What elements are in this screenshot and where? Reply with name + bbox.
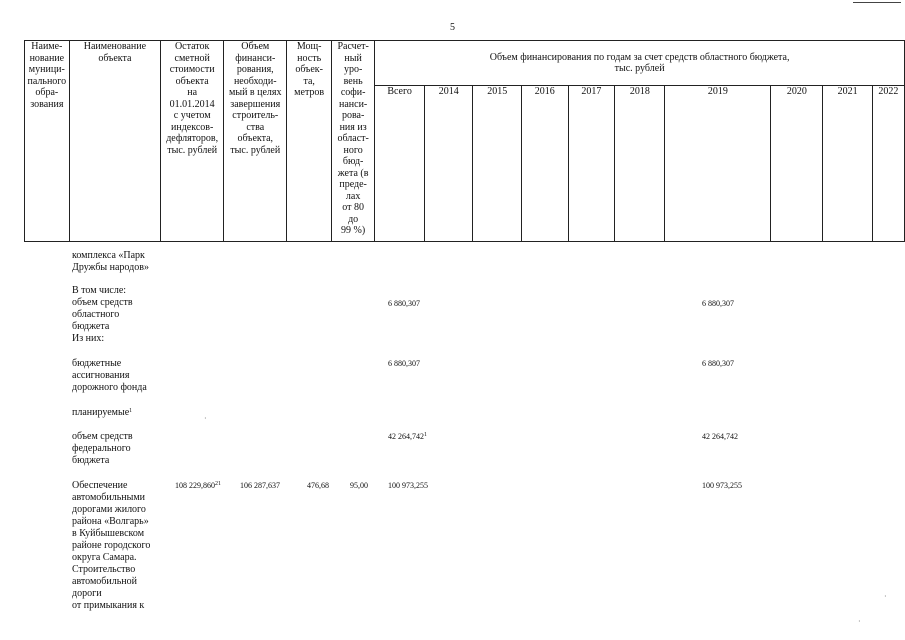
top-right-rule (853, 2, 901, 3)
text-line: Наиме- (31, 41, 63, 52)
text-line: муници- (28, 64, 65, 75)
text-line: рова- (341, 110, 365, 121)
text-line: 99 %) (341, 225, 366, 236)
text-line: В том числе: (72, 285, 127, 296)
text-line: стоимости (169, 64, 215, 75)
header-capacity (287, 41, 332, 242)
text-line: дорогами жилого (72, 504, 146, 515)
regional-budget-2019: 6 880,307 (702, 299, 734, 308)
text-line: дороги (72, 588, 102, 599)
text-line: Строительство (72, 564, 136, 575)
text-line: бюд- (342, 156, 364, 167)
text-line: рования, (236, 64, 274, 75)
stray-mark: · (858, 617, 861, 626)
text-line: зования (30, 98, 64, 110)
next-object-cofinancing-level: 95,00 (350, 481, 368, 490)
text-line: ства (246, 121, 265, 133)
federal-budget-total (388, 431, 427, 443)
text-line: тыс. рублей (230, 144, 281, 156)
text-line: Обеспечение (72, 480, 128, 491)
stray-mark: · (204, 414, 207, 423)
text-line: софи- (340, 87, 366, 98)
header-year-2022: 2022 (872, 86, 904, 242)
federal-budget-footnote: 1 (424, 432, 427, 438)
text-line: тыс. рублей (614, 63, 665, 74)
text-line: объекта (98, 52, 132, 64)
text-line: ный (344, 52, 362, 64)
header-year-2016: 2016 (521, 86, 568, 242)
text-line: бюджета (72, 455, 110, 466)
text-line: сметной (174, 52, 210, 64)
road-fund-total: 6 880,307 (388, 359, 420, 368)
next-object-total: 100 973,255 (388, 481, 428, 490)
planned-footnote: 1 (129, 408, 133, 414)
text-line: комплекса «Парк (72, 250, 145, 261)
text-line: дефляторов, (166, 133, 219, 144)
text-line: пального (27, 75, 67, 87)
text-line: с учетом (173, 110, 211, 121)
object-name-continuation (72, 250, 149, 274)
next-object-remaining-footnote: 21 (215, 481, 221, 487)
text-line: вень (343, 75, 363, 87)
text-line: автомобильными (72, 492, 146, 503)
text-line: метров (294, 87, 325, 98)
text-line: необходи- (233, 75, 277, 87)
text-line: от примыкания к (72, 600, 145, 611)
text-line: до (348, 213, 359, 225)
text-line: Дружбы народов» (72, 262, 149, 273)
text-line: федерального (72, 443, 131, 454)
text-line: тыс. рублей (167, 144, 218, 156)
text-line: Из них: (72, 333, 105, 344)
header-year-2015: 2015 (473, 86, 521, 242)
text-line: завершения (230, 98, 281, 110)
text-line: уро- (343, 64, 363, 75)
federal-budget-total-value: 42 264,742 (388, 432, 424, 441)
text-line: ность (297, 52, 322, 64)
header-year-2021: 2021 (823, 86, 872, 242)
next-object-remaining-value: 108 229,860 (175, 481, 215, 490)
header-municipality (25, 41, 70, 242)
header-year-2018: 2018 (615, 86, 665, 242)
regional-budget-total: 6 880,307 (388, 299, 420, 308)
text-line: 01.01.2014 (169, 98, 215, 110)
planned-label (72, 407, 132, 419)
text-line: Остаток (174, 41, 210, 52)
federal-budget-2019: 42 264,742 (702, 432, 738, 441)
text-line: бюджетные (72, 358, 122, 369)
header-object-name (69, 41, 160, 242)
header-year-2020: 2020 (771, 86, 823, 242)
text-line: Мощ- (296, 41, 322, 52)
text-line: дорожного фонда (72, 382, 147, 393)
text-line: Расчет- (337, 41, 369, 52)
text-line: бюджета (72, 321, 110, 332)
header-year-2014: 2014 (424, 86, 472, 242)
header-remaining-cost (161, 41, 224, 242)
header-cofinancing-level (332, 41, 375, 242)
road-fund-2019: 6 880,307 (702, 359, 734, 368)
header-year-2019: 2019 (665, 86, 771, 242)
text-line: та, (303, 75, 315, 87)
text-line: обра- (35, 87, 59, 98)
text-line: Объем (241, 41, 270, 52)
next-object-financing-volume: 106 287,637 (240, 481, 280, 490)
text-line: объем средств (72, 431, 133, 442)
road-fund-label (72, 358, 147, 394)
text-line: объекта, (237, 133, 274, 144)
header-financing-volume (224, 41, 287, 242)
text-line: автомобильной (72, 576, 137, 587)
text-line: в Куйбышевском (72, 528, 145, 539)
text-line: лах (345, 190, 361, 202)
text-line: ного (343, 144, 363, 156)
stray-mark: · (884, 592, 887, 601)
text-line: преде- (339, 179, 367, 190)
text-line: районе городского (72, 540, 151, 551)
page-number: 5 (450, 22, 455, 33)
text-line: областного (72, 309, 120, 320)
header-year-2017: 2017 (568, 86, 615, 242)
text-line: Наименование (83, 41, 147, 52)
text-line: Объем финансирования по годам за счет средств областного бюджета, (489, 51, 790, 63)
federal-budget-label (72, 431, 133, 467)
text-line: строитель- (232, 110, 279, 121)
text-line: нанси- (339, 98, 368, 110)
header-year-total: Всего (375, 86, 425, 242)
next-object-2019: 100 973,255 (702, 481, 742, 490)
regional-budget-label (72, 285, 133, 345)
text-line: объек- (295, 64, 323, 75)
text-line: област- (337, 133, 369, 144)
text-line: объем средств (72, 297, 133, 308)
next-object-remaining-cost (175, 480, 221, 492)
text-line: на (187, 87, 198, 98)
text-line: объекта (175, 75, 209, 87)
text-line: мый в целях (229, 87, 282, 98)
header-table (24, 40, 905, 242)
text-line: района «Волгарь» (72, 516, 149, 527)
text-line: жета (в (337, 167, 369, 179)
next-object-capacity: 476,68 (307, 481, 329, 490)
text-line: ассигнования (72, 370, 130, 381)
text-line: округа Самара. (72, 552, 137, 563)
next-object-name (72, 480, 150, 612)
planned-text: планируемые (72, 407, 130, 418)
text-line: финанси- (235, 52, 276, 64)
text-line: нование (29, 52, 65, 64)
header-financing-by-year (375, 41, 905, 86)
text-line: ния из (339, 121, 367, 133)
text-line: от 80 (342, 202, 365, 213)
text-line: индексов- (171, 121, 214, 133)
